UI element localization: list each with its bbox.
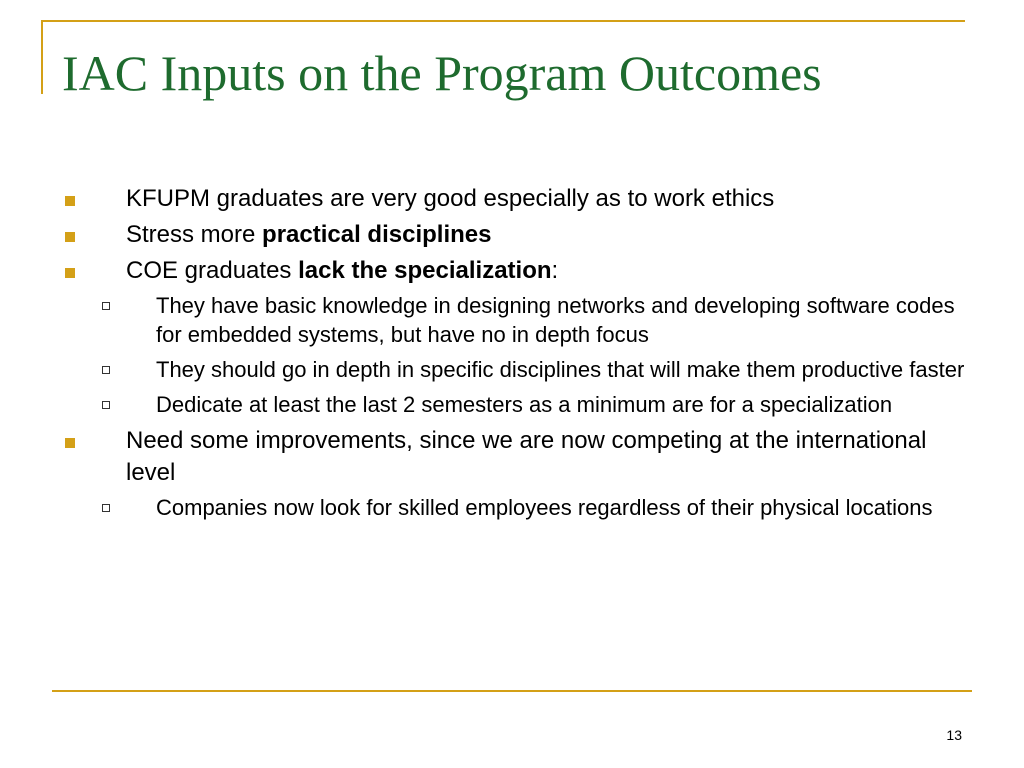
bottom-accent-line: [52, 690, 972, 692]
square-bullet-icon: [65, 196, 75, 206]
bullet-item: [60, 219, 970, 251]
sub-bullet-item: [60, 390, 970, 419]
bullet-item: [60, 255, 970, 287]
bullet-item: [60, 183, 970, 215]
page-number: 13: [946, 727, 962, 743]
sub-bullet-item: [60, 493, 970, 522]
square-bullet-icon: [65, 232, 75, 242]
sub-bullet-text: They should go in depth in specific disciplines that will make them productive faster: [156, 357, 965, 382]
bullet-text: COE graduates: [126, 257, 299, 284]
sub-bullet-item: [60, 355, 970, 384]
top-accent-line: [41, 20, 965, 22]
hollow-square-bullet-icon: [102, 401, 110, 409]
sub-bullet-text: Companies now look for skilled employees regardless of their physical locations: [156, 495, 933, 520]
slide-body: [60, 183, 970, 528]
square-bullet-icon: [65, 268, 75, 278]
sub-bullet-text: Dedicate at least the last 2 semesters as a minimum are for a specialization: [156, 392, 893, 417]
square-bullet-icon: [65, 438, 75, 448]
slide-title: IAC Inputs on the Program Outcomes: [62, 45, 822, 101]
bullet-emphasis: lack the specialization: [298, 257, 552, 284]
bullet-text: Stress more: [126, 221, 263, 248]
sub-bullet-item: [60, 291, 970, 349]
bullet-text: Need some improvements, since we are now competing at the international level: [126, 427, 927, 486]
bullet-item: [60, 425, 970, 489]
sub-bullet-text: They have basic knowledge in designing networks and developing software codes for embedded systems, but have no in depth focus: [156, 293, 955, 347]
hollow-square-bullet-icon: [102, 366, 110, 374]
left-accent-line: [41, 20, 43, 94]
hollow-square-bullet-icon: [102, 302, 110, 310]
hollow-square-bullet-icon: [102, 504, 110, 512]
bullet-suffix: :: [551, 257, 559, 284]
bullet-text: KFUPM graduates are very good especially as to work ethics: [126, 185, 775, 212]
bullet-emphasis: practical disciplines: [262, 221, 492, 248]
